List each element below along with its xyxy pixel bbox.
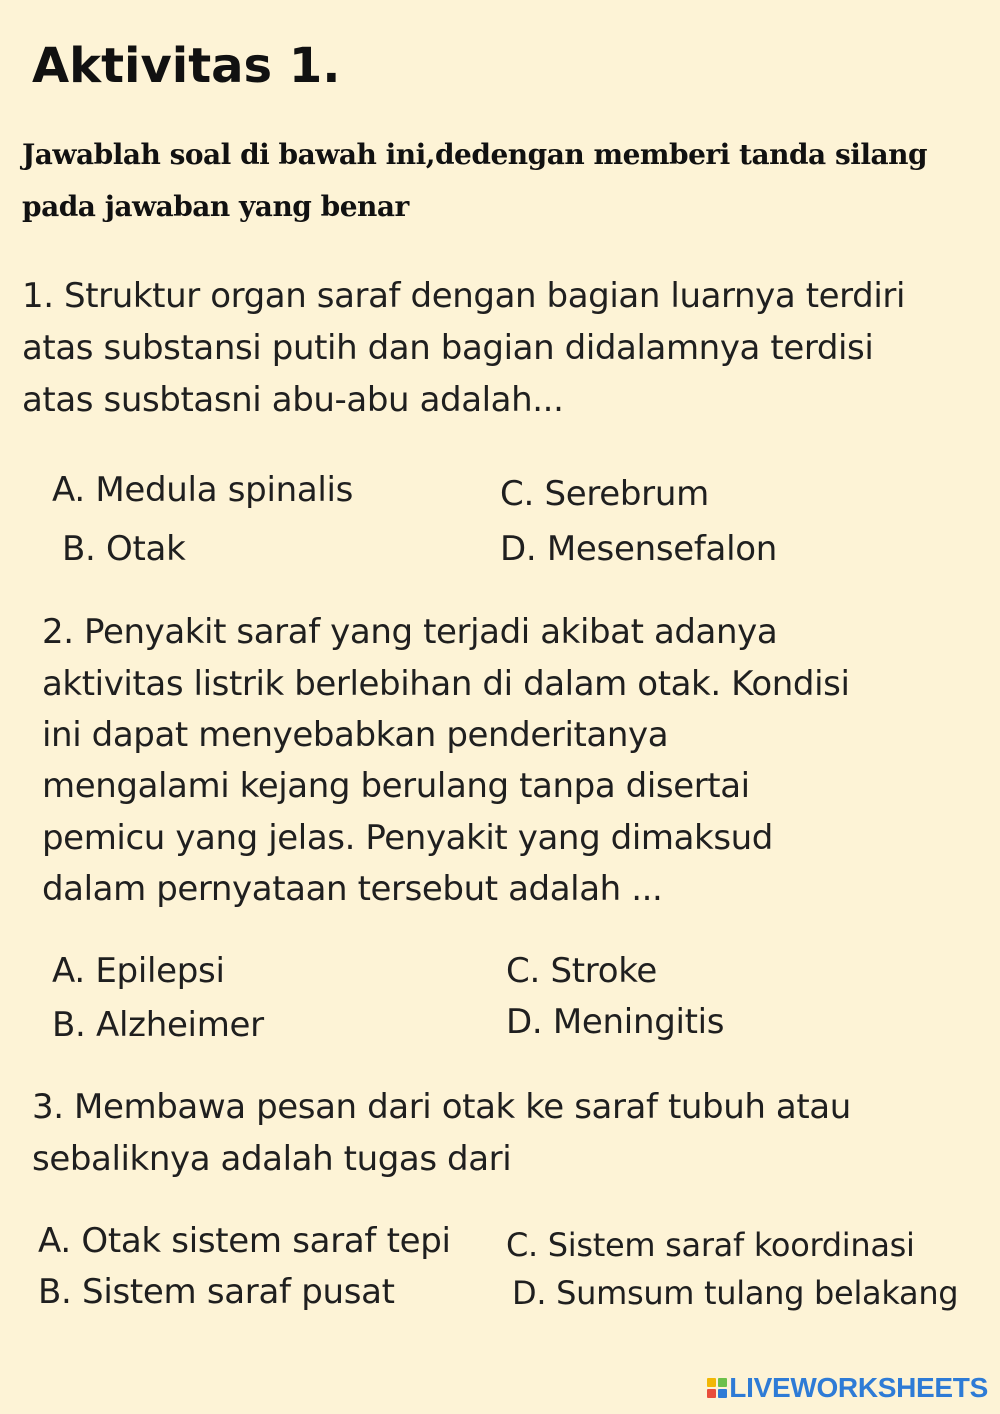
- question-1-option-d[interactable]: D. Mesensefalon: [500, 529, 777, 569]
- instruction-line-1: Jawablah soal di bawah ini,dedengan memberi tanda silang: [22, 138, 928, 171]
- logo-tile-green: [718, 1378, 727, 1387]
- question-3-line-1: 3. Membawa pesan dari otak ke saraf tubuh atau: [32, 1087, 851, 1127]
- question-1-option-c[interactable]: C. Serebrum: [500, 474, 709, 514]
- question-2-line-5: pemicu yang jelas. Penyakit yang dimaksud: [42, 818, 773, 858]
- question-3-option-b[interactable]: B. Sistem saraf pusat: [38, 1272, 395, 1312]
- question-2-option-a[interactable]: A. Epilepsi: [52, 951, 225, 991]
- liveworksheets-grid-icon: [707, 1378, 727, 1398]
- question-2-option-b[interactable]: B. Alzheimer: [52, 1005, 264, 1045]
- brand-text: LIVEWORKSHEETS: [729, 1372, 988, 1403]
- question-3-line-2: sebaliknya adalah tugas dari: [32, 1139, 512, 1179]
- question-2-line-3: ini dapat menyebabkan penderitanya: [42, 715, 669, 755]
- question-1-option-b[interactable]: B. Otak: [62, 529, 186, 569]
- question-2-option-d[interactable]: D. Meningitis: [506, 1002, 725, 1042]
- question-2-line-6: dalam pernyataan tersebut adalah ...: [42, 869, 663, 909]
- question-2-line-4: mengalami kejang berulang tanpa disertai: [42, 766, 750, 806]
- question-2-line-1: 2. Penyakit saraf yang terjadi akibat adanya: [42, 612, 778, 652]
- question-1-line-3: atas susbtasni abu-abu adalah...: [22, 380, 564, 420]
- liveworksheets-logo[interactable]: [707, 1372, 988, 1404]
- logo-tile-yellow: [707, 1378, 716, 1387]
- instruction-line-2: pada jawaban yang benar: [22, 190, 409, 223]
- question-1-line-2: atas substansi putih dan bagian didalamnya terdisi: [22, 328, 874, 368]
- question-3-option-d[interactable]: D. Sumsum tulang belakang: [512, 1274, 959, 1312]
- question-3-option-a[interactable]: A. Otak sistem saraf tepi: [38, 1221, 451, 1261]
- logo-tile-blue: [718, 1389, 727, 1398]
- question-2-option-c[interactable]: C. Stroke: [506, 951, 657, 991]
- page-title: Aktivitas 1.: [32, 38, 341, 94]
- question-3-option-c[interactable]: C. Sistem saraf koordinasi: [506, 1226, 915, 1264]
- question-1-option-a[interactable]: A. Medula spinalis: [52, 470, 354, 510]
- logo-tile-red: [707, 1389, 716, 1398]
- question-1-line-1: 1. Struktur organ saraf dengan bagian luarnya terdiri: [22, 276, 906, 316]
- question-2-line-2: aktivitas listrik berlebihan di dalam otak. Kondisi: [42, 664, 850, 704]
